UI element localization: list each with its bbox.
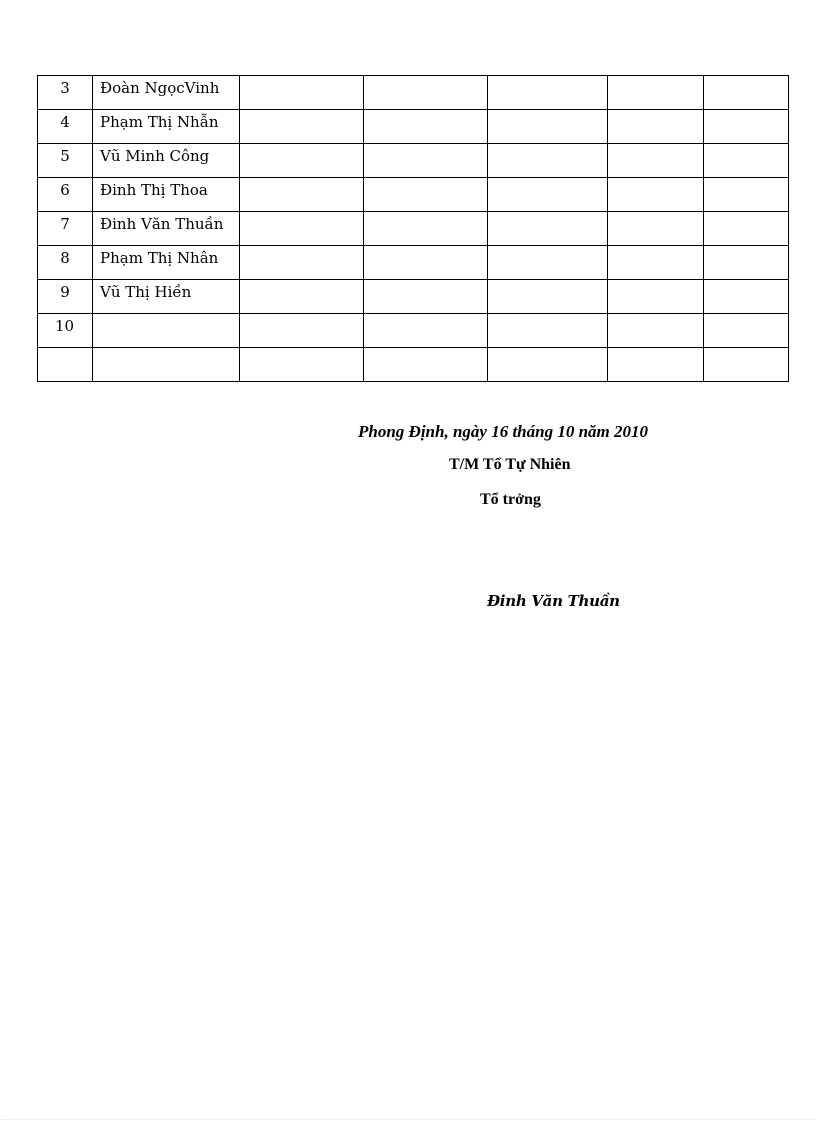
member-name <box>93 329 100 330</box>
empty-cell <box>488 212 608 246</box>
row-number-cell <box>38 110 93 144</box>
row-number: 6 <box>60 181 70 199</box>
empty-cell <box>240 110 364 144</box>
row-number-cell <box>38 280 93 314</box>
member-name: Phạm Thị Nhân <box>100 249 219 267</box>
empty-cell <box>608 348 704 382</box>
member-name: Vũ Thị Hiền <box>100 283 192 301</box>
table-row <box>38 76 789 110</box>
empty-cell <box>704 246 789 280</box>
row-number-cell <box>38 348 93 382</box>
empty-cell <box>608 144 704 178</box>
member-name-cell <box>93 76 240 110</box>
roster-table <box>37 75 789 382</box>
member-name: Đoàn NgọcVinh <box>100 79 220 97</box>
row-number: 8 <box>60 249 70 267</box>
signer-unit: T/M Tổ Tự Nhiên <box>449 456 571 473</box>
page-bottom-divider <box>0 1119 816 1120</box>
empty-cell <box>240 280 364 314</box>
empty-cell <box>488 246 608 280</box>
signer-name: Đinh Văn Thuần <box>487 592 620 610</box>
table-row <box>38 212 789 246</box>
table-row <box>38 246 789 280</box>
table-row <box>38 178 789 212</box>
row-number-cell <box>38 212 93 246</box>
empty-cell <box>704 212 789 246</box>
empty-cell <box>488 144 608 178</box>
empty-cell <box>704 348 789 382</box>
empty-cell <box>704 314 789 348</box>
member-name-cell <box>93 110 240 144</box>
table-row <box>38 348 789 382</box>
empty-cell <box>608 314 704 348</box>
empty-cell <box>488 280 608 314</box>
table-row <box>38 314 789 348</box>
row-number-cell <box>38 314 93 348</box>
empty-cell <box>704 144 789 178</box>
empty-cell <box>364 76 488 110</box>
member-name-cell <box>93 246 240 280</box>
empty-cell <box>240 348 364 382</box>
signer-role: Tổ trởng <box>480 491 541 508</box>
empty-cell <box>240 144 364 178</box>
empty-cell <box>488 348 608 382</box>
place-date-line: Phong Định, ngày 16 tháng 10 năm 2010 <box>358 422 649 441</box>
table-row <box>38 280 789 314</box>
row-number-cell <box>38 246 93 280</box>
member-name-cell <box>93 348 240 382</box>
row-number: 9 <box>60 283 70 301</box>
member-name: Vũ Minh Công <box>100 147 210 165</box>
empty-cell <box>608 212 704 246</box>
empty-cell <box>240 212 364 246</box>
empty-cell <box>608 178 704 212</box>
member-name-cell <box>93 212 240 246</box>
member-name-cell <box>93 314 240 348</box>
row-number-cell <box>38 76 93 110</box>
empty-cell <box>488 314 608 348</box>
row-number: 7 <box>60 215 70 233</box>
empty-cell <box>364 348 488 382</box>
member-name: Phạm Thị Nhẫn <box>100 113 219 131</box>
empty-cell <box>240 246 364 280</box>
empty-cell <box>488 76 608 110</box>
empty-cell <box>608 280 704 314</box>
row-number: 5 <box>60 147 70 165</box>
empty-cell <box>608 76 704 110</box>
empty-cell <box>364 280 488 314</box>
empty-cell <box>704 110 789 144</box>
empty-cell <box>608 246 704 280</box>
row-number: 3 <box>60 79 70 97</box>
empty-cell <box>240 76 364 110</box>
empty-cell <box>364 246 488 280</box>
row-number-cell <box>38 178 93 212</box>
empty-cell <box>240 314 364 348</box>
table-row <box>38 110 789 144</box>
empty-cell <box>704 178 789 212</box>
roster-table-body <box>38 76 789 382</box>
empty-cell <box>364 212 488 246</box>
row-number: 10 <box>55 317 75 335</box>
table-row <box>38 144 789 178</box>
row-number: 4 <box>60 113 70 131</box>
member-name: Đinh Thị Thoa <box>100 181 208 199</box>
empty-cell <box>704 280 789 314</box>
empty-cell <box>488 110 608 144</box>
empty-cell <box>488 178 608 212</box>
empty-cell <box>704 76 789 110</box>
member-name-cell <box>93 280 240 314</box>
empty-cell <box>364 178 488 212</box>
member-name <box>93 363 100 364</box>
empty-cell <box>364 110 488 144</box>
member-name: Đinh Văn Thuần <box>100 215 224 233</box>
empty-cell <box>240 178 364 212</box>
empty-cell <box>364 314 488 348</box>
empty-cell <box>608 110 704 144</box>
member-name-cell <box>93 144 240 178</box>
member-name-cell <box>93 178 240 212</box>
row-number-cell <box>38 144 93 178</box>
empty-cell <box>364 144 488 178</box>
